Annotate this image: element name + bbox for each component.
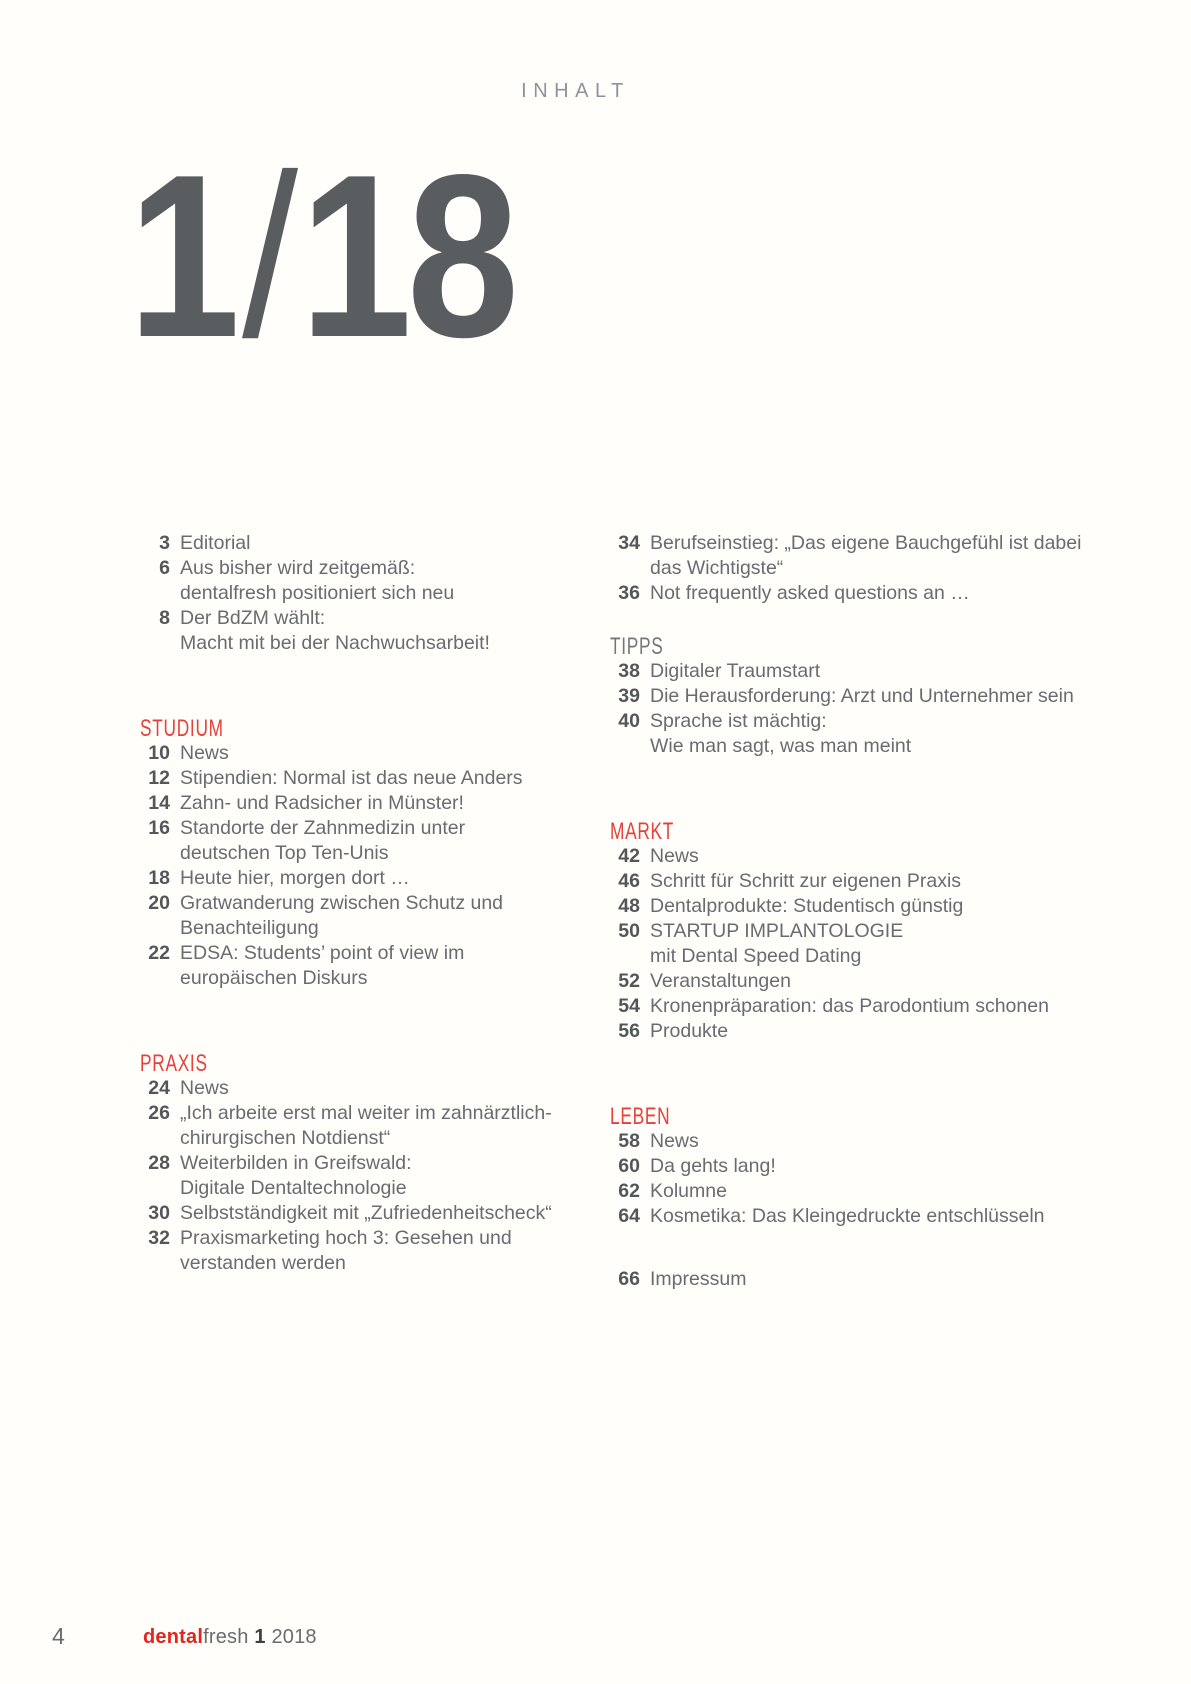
entry-title-line: Schritt für Schritt zur eigenen Praxis bbox=[650, 870, 962, 892]
entry-title bbox=[650, 709, 911, 759]
entry-title-line: das Wichtigste“ bbox=[650, 557, 784, 579]
issue-number-part1: 1 bbox=[128, 127, 236, 386]
entry-title bbox=[180, 816, 465, 866]
toc-entry bbox=[140, 941, 620, 991]
toc-entry bbox=[140, 1101, 620, 1151]
toc-entry bbox=[610, 969, 1090, 994]
entry-title bbox=[650, 869, 961, 894]
entry-page-number: 50 bbox=[618, 920, 640, 942]
entry-title bbox=[650, 919, 903, 969]
entry-title-line: Macht mit bei der Nachwuchsarbeit! bbox=[180, 632, 490, 654]
page-footer bbox=[0, 1620, 1191, 1660]
entry-title-line: Zahn- und Radsicher in Münster! bbox=[180, 792, 464, 814]
toc-entry bbox=[140, 556, 620, 606]
entry-page-number: 36 bbox=[618, 582, 640, 604]
toc-entry bbox=[610, 684, 1090, 709]
entry-page-number: 22 bbox=[148, 942, 170, 964]
entry-page-number: 8 bbox=[159, 607, 170, 629]
entry-title-line: Gratwanderung zwischen Schutz und bbox=[180, 892, 504, 914]
toc-entry bbox=[140, 531, 620, 556]
entry-page-number: 58 bbox=[618, 1130, 640, 1152]
entry-page-number: 28 bbox=[148, 1152, 170, 1174]
entry-title bbox=[180, 891, 503, 941]
issue-number-part2: 18 bbox=[299, 127, 514, 386]
entry-title-line: EDSA: Students’ point of view im bbox=[180, 942, 465, 964]
toc-column-right bbox=[610, 531, 1090, 1292]
entry-title-line: dentalfresh positioniert sich neu bbox=[180, 582, 455, 604]
entry-title bbox=[180, 556, 454, 606]
folio-page-number: 4 bbox=[52, 1623, 65, 1649]
entry-title-line: europäischen Diskurs bbox=[180, 967, 368, 989]
toc-group-studium bbox=[140, 716, 620, 991]
entry-title bbox=[180, 741, 229, 766]
issue-number-slash: / bbox=[241, 127, 293, 386]
section-heading-tipps: TIPPS bbox=[610, 633, 664, 660]
entry-title-line: Kosmetika: Das Kleingedruckte entschlüsseln bbox=[650, 1205, 1045, 1227]
toc-group bbox=[610, 531, 1090, 606]
brand-fresh: fresh bbox=[203, 1626, 249, 1648]
entry-title-line: Benachteiligung bbox=[180, 917, 319, 939]
toc-entry bbox=[610, 894, 1090, 919]
toc-entry bbox=[140, 816, 620, 866]
entry-title bbox=[650, 1154, 776, 1179]
entry-title-line: Der BdZM wählt: bbox=[180, 607, 326, 629]
brand-issue: 1 bbox=[254, 1626, 266, 1648]
entry-title bbox=[180, 1101, 552, 1151]
entry-title-line: News bbox=[650, 1130, 699, 1152]
entry-title-line: Produkte bbox=[650, 1020, 729, 1042]
entry-title bbox=[650, 659, 820, 684]
entry-page-number: 16 bbox=[148, 817, 170, 839]
toc-entry bbox=[610, 1179, 1090, 1204]
entry-title bbox=[650, 1204, 1045, 1229]
entry-title-line: News bbox=[180, 1077, 229, 1099]
entry-title-line: Die Herausforderung: Arzt und Unternehmer sein bbox=[650, 685, 1074, 707]
entry-title-line: Da gehts lang! bbox=[650, 1155, 776, 1177]
entry-page-number: 52 bbox=[618, 970, 640, 992]
entry-title bbox=[650, 1179, 727, 1204]
entry-title-line: Digitaler Traumstart bbox=[650, 660, 821, 682]
toc-entry bbox=[140, 766, 620, 791]
toc-entry bbox=[610, 581, 1090, 606]
entry-title bbox=[180, 1201, 552, 1226]
toc-entry bbox=[140, 741, 620, 766]
entry-title-line: Heute hier, morgen dort … bbox=[180, 867, 410, 889]
entry-page-number: 20 bbox=[148, 892, 170, 914]
entry-title bbox=[180, 1151, 412, 1201]
entry-title-line: verstanden werden bbox=[180, 1252, 346, 1274]
entry-title-line: mit Dental Speed Dating bbox=[650, 945, 862, 967]
entry-title bbox=[650, 1129, 699, 1154]
entry-title bbox=[180, 791, 464, 816]
entry-page-number: 38 bbox=[618, 660, 640, 682]
entry-title-line: Digitale Dentaltechnologie bbox=[180, 1177, 407, 1199]
entry-title-line: „Ich arbeite erst mal weiter im zahnärztlich- bbox=[180, 1102, 552, 1124]
toc-entry bbox=[140, 1076, 620, 1101]
entry-title-line: Selbstständigkeit mit „Zufriedenheitscheck“ bbox=[180, 1202, 552, 1224]
toc-entry bbox=[140, 1226, 620, 1276]
section-heading-studium: STUDIUM bbox=[140, 715, 224, 742]
entry-page-number: 26 bbox=[148, 1102, 170, 1124]
entry-page-number: 46 bbox=[618, 870, 640, 892]
entry-title bbox=[180, 866, 410, 891]
toc-group-praxis bbox=[140, 1051, 620, 1276]
entry-title bbox=[650, 684, 1074, 709]
entry-title-line: News bbox=[650, 845, 699, 867]
toc-group-markt bbox=[610, 819, 1090, 1044]
entry-title-line: Not frequently asked questions an … bbox=[650, 582, 970, 604]
issue-number bbox=[128, 127, 514, 386]
entry-page-number: 66 bbox=[618, 1268, 640, 1290]
toc-group-tipps bbox=[610, 634, 1090, 759]
brand-year: 2018 bbox=[271, 1626, 317, 1648]
entry-title bbox=[180, 1076, 229, 1101]
entry-title bbox=[180, 1226, 512, 1276]
entry-title bbox=[650, 969, 791, 994]
toc-entry bbox=[610, 844, 1090, 869]
entry-page-number: 6 bbox=[159, 557, 170, 579]
entry-title-line: Editorial bbox=[180, 532, 251, 554]
entry-title-line: Stipendien: Normal ist das neue Anders bbox=[180, 767, 523, 789]
entry-title-line: Weiterbilden in Greifswald: bbox=[180, 1152, 412, 1174]
entry-page-number: 3 bbox=[159, 532, 170, 554]
toc-entry bbox=[140, 1201, 620, 1226]
toc-entry bbox=[610, 994, 1090, 1019]
section-heading-praxis: PRAXIS bbox=[140, 1050, 208, 1077]
toc-entry bbox=[610, 919, 1090, 969]
entry-page-number: 62 bbox=[618, 1180, 640, 1202]
toc-group bbox=[140, 531, 620, 656]
toc-entry bbox=[140, 1151, 620, 1201]
toc-entry bbox=[610, 1204, 1090, 1229]
toc-entry bbox=[610, 709, 1090, 759]
entry-title-line: Impressum bbox=[650, 1268, 747, 1290]
entry-title bbox=[180, 606, 490, 656]
toc-entry bbox=[140, 791, 620, 816]
entry-title-line: News bbox=[180, 742, 229, 764]
section-heading-leben: LEBEN bbox=[610, 1103, 671, 1130]
toc-entry bbox=[610, 1154, 1090, 1179]
entry-title-line: Aus bisher wird zeitgemäß: bbox=[180, 557, 416, 579]
entry-title-line: Veranstaltungen bbox=[650, 970, 791, 992]
toc-column-left bbox=[140, 531, 620, 1276]
entry-title-line: chirurgischen Notdienst“ bbox=[180, 1127, 391, 1149]
toc-entry bbox=[610, 531, 1090, 581]
entry-title-line: STARTUP IMPLANTOLOGIE bbox=[650, 920, 904, 942]
toc-entry bbox=[140, 606, 620, 656]
entry-page-number: 60 bbox=[618, 1155, 640, 1177]
entry-title-line: Berufseinstieg: „Das eigene Bauchgefühl ist dabei bbox=[650, 532, 1082, 554]
entry-page-number: 30 bbox=[148, 1202, 170, 1224]
entry-page-number: 54 bbox=[618, 995, 640, 1017]
entry-title bbox=[650, 844, 699, 869]
entry-title-line: Dentalprodukte: Studentisch günstig bbox=[650, 895, 964, 917]
toc-entry bbox=[140, 891, 620, 941]
entry-page-number: 34 bbox=[618, 532, 640, 554]
entry-title-line: deutschen Top Ten-Unis bbox=[180, 842, 389, 864]
entry-page-number: 42 bbox=[618, 845, 640, 867]
page-header-title: INHALT bbox=[521, 80, 630, 102]
toc-entry bbox=[610, 1267, 1090, 1292]
entry-page-number: 10 bbox=[148, 742, 170, 764]
entry-page-number: 56 bbox=[618, 1020, 640, 1042]
entry-page-number: 39 bbox=[618, 685, 640, 707]
toc-entry bbox=[610, 1129, 1090, 1154]
entry-title-line: Kolumne bbox=[650, 1180, 727, 1202]
entry-title bbox=[180, 941, 464, 991]
entry-title bbox=[180, 766, 523, 791]
entry-title-line: Standorte der Zahnmedizin unter bbox=[180, 817, 466, 839]
entry-title bbox=[650, 994, 1049, 1019]
entry-title bbox=[650, 894, 963, 919]
toc-entry bbox=[610, 1019, 1090, 1044]
entry-title bbox=[650, 1019, 728, 1044]
toc-group-leben bbox=[610, 1104, 1090, 1229]
toc-group bbox=[610, 1267, 1090, 1292]
entry-title-line: Kronenpräparation: das Parodontium schonen bbox=[650, 995, 1049, 1017]
entry-page-number: 14 bbox=[148, 792, 170, 814]
toc-entry bbox=[140, 866, 620, 891]
entry-title-line: Praxismarketing hoch 3: Gesehen und bbox=[180, 1227, 512, 1249]
entry-page-number: 48 bbox=[618, 895, 640, 917]
entry-title bbox=[650, 581, 970, 606]
entry-page-number: 12 bbox=[148, 767, 170, 789]
section-heading-markt: MARKT bbox=[610, 818, 675, 845]
entry-title bbox=[650, 1267, 746, 1292]
toc-entry bbox=[610, 659, 1090, 684]
brand-dental: dental bbox=[143, 1626, 204, 1648]
entry-title-line: Wie man sagt, was man meint bbox=[650, 735, 912, 757]
entry-title bbox=[180, 531, 250, 556]
entry-page-number: 18 bbox=[148, 867, 170, 889]
entry-page-number: 32 bbox=[148, 1227, 170, 1249]
toc-entry bbox=[610, 869, 1090, 894]
entry-page-number: 40 bbox=[618, 710, 640, 732]
entry-page-number: 24 bbox=[148, 1077, 170, 1099]
magazine-brand bbox=[143, 1626, 317, 1649]
entry-title bbox=[650, 531, 1081, 581]
entry-page-number: 64 bbox=[618, 1205, 640, 1227]
entry-title-line: Sprache ist mächtig: bbox=[650, 710, 827, 732]
